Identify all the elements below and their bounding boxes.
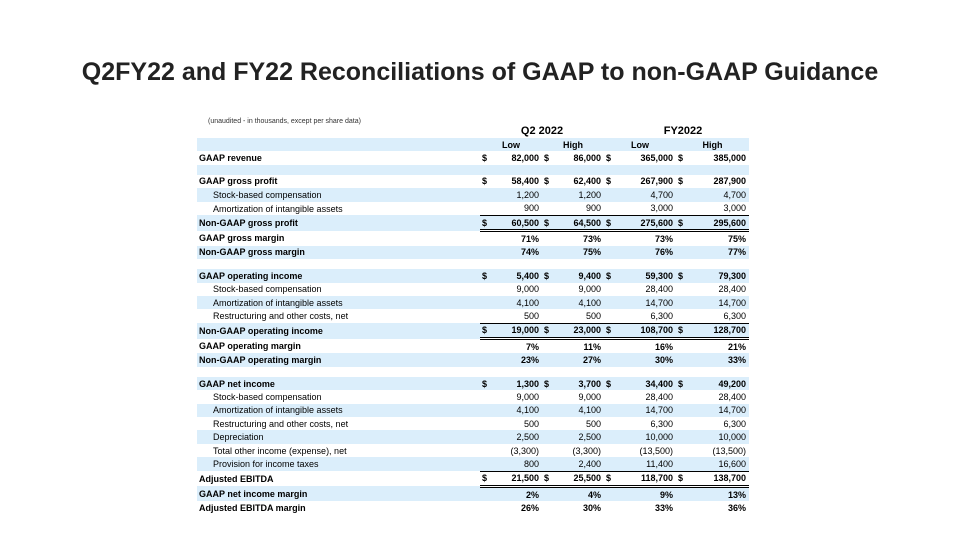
- table-subtitle: (unaudited - in thousands, except per share data): [208, 118, 361, 125]
- row-label: GAAP net income margin: [197, 486, 480, 501]
- value-cell: 138,700: [688, 471, 749, 486]
- currency-symbol: [604, 246, 616, 259]
- row-label: Total other income (expense), net: [213, 445, 347, 456]
- row-label: GAAP operating income: [197, 269, 480, 282]
- currency-symbol: $: [480, 215, 492, 230]
- table-row: [197, 353, 749, 366]
- value-cell: 28,400: [718, 391, 746, 402]
- currency-symbol: [542, 486, 554, 501]
- value-cell: 23%: [492, 353, 542, 366]
- value-cell: 23,000: [554, 323, 604, 338]
- row-label: GAAP net income: [197, 377, 480, 390]
- value-cell: (13,500): [712, 445, 746, 456]
- currency-symbol: $: [542, 215, 554, 230]
- value-cell: 62,400: [573, 176, 601, 187]
- currency-symbol: [604, 339, 616, 354]
- value-cell: 82,000: [511, 153, 539, 164]
- table-row: [197, 246, 749, 259]
- currency-symbol: $: [480, 377, 492, 390]
- value-cell: 128,700: [688, 323, 749, 338]
- value-cell: 33%: [688, 353, 749, 366]
- value-cell: 267,900: [640, 176, 673, 187]
- value-cell: 9,400: [554, 269, 604, 282]
- currency-symbol: $: [676, 471, 688, 486]
- value-cell: 14,700: [616, 404, 676, 417]
- value-cell: [554, 259, 604, 269]
- table-row: [197, 390, 749, 403]
- row-label: Amortization of intangible assets: [197, 296, 480, 309]
- table-row: [197, 471, 749, 486]
- row-label: GAAP revenue: [199, 153, 262, 164]
- value-cell: 21,500: [492, 471, 542, 486]
- currency-symbol: [542, 283, 554, 296]
- currency-symbol: [604, 309, 616, 323]
- currency-symbol: [604, 231, 616, 246]
- table-row: [197, 457, 749, 471]
- currency-symbol: $: [482, 153, 488, 164]
- value-cell: 4,100: [492, 296, 542, 309]
- row-label: Non-GAAP operating margin: [197, 353, 480, 366]
- currency-symbol: [480, 165, 492, 175]
- column-header-q2-low: Low: [480, 138, 542, 151]
- table-row: [197, 444, 749, 457]
- currency-symbol: $: [678, 176, 684, 187]
- currency-symbol: $: [676, 323, 688, 338]
- value-cell: 11,400: [616, 457, 676, 471]
- currency-symbol: [480, 501, 492, 514]
- currency-symbol: [480, 486, 492, 501]
- currency-symbol: $: [604, 471, 616, 486]
- column-header-fy-low: Low: [604, 138, 676, 151]
- row-label: Amortization of intangible assets: [197, 404, 480, 417]
- currency-symbol: $: [604, 377, 616, 390]
- value-cell: 26%: [520, 503, 539, 514]
- currency-symbol: [480, 417, 492, 430]
- value-cell: 28,400: [718, 284, 746, 295]
- spacer-row: [197, 259, 749, 269]
- value-cell: 49,200: [688, 377, 749, 390]
- currency-symbol: [604, 296, 616, 309]
- table-row: [197, 296, 749, 309]
- value-cell: 71%: [520, 234, 539, 245]
- currency-symbol: [480, 367, 492, 377]
- value-cell: 385,000: [713, 153, 746, 164]
- table-row: [197, 339, 749, 354]
- value-cell: 295,600: [688, 215, 749, 230]
- spacer-row: [197, 165, 749, 175]
- value-cell: [688, 259, 749, 269]
- currency-symbol: [676, 165, 688, 175]
- value-cell: 500: [523, 418, 539, 429]
- currency-symbol: [480, 339, 492, 354]
- currency-symbol: [604, 457, 616, 471]
- value-cell: 500: [523, 310, 539, 321]
- value-cell: 9%: [616, 486, 676, 501]
- value-cell: 9,000: [516, 391, 539, 402]
- table-row: [197, 269, 749, 282]
- currency-symbol: [542, 444, 554, 457]
- currency-symbol: [480, 430, 492, 443]
- table-row: [197, 377, 749, 390]
- table-row: [197, 404, 749, 417]
- currency-symbol: $: [606, 176, 612, 187]
- currency-symbol: [480, 246, 492, 259]
- table-row: [197, 501, 749, 514]
- currency-symbol: [676, 309, 688, 323]
- value-cell: 4,700: [616, 188, 676, 201]
- value-cell: 9,000: [578, 284, 601, 295]
- reconciliation-table: [197, 138, 749, 515]
- column-header-q2-high: High: [542, 138, 604, 151]
- currency-symbol: [542, 390, 554, 403]
- value-cell: 2%: [492, 486, 542, 501]
- table-row: [197, 309, 749, 323]
- currency-symbol: [676, 188, 688, 201]
- currency-symbol: $: [544, 176, 550, 187]
- currency-symbol: [542, 246, 554, 259]
- value-cell: 800: [492, 457, 542, 471]
- value-cell: 34,400: [616, 377, 676, 390]
- value-cell: 500: [585, 310, 601, 321]
- value-cell: 3,700: [554, 377, 604, 390]
- column-header-row: [197, 138, 749, 151]
- row-label: Adjusted EBITDA: [199, 473, 274, 484]
- row-label: Restructuring and other costs, net: [213, 418, 349, 429]
- currency-symbol: [676, 457, 688, 471]
- value-cell: 14,700: [688, 404, 749, 417]
- value-cell: 1,200: [554, 188, 604, 201]
- value-cell: [688, 367, 749, 377]
- value-cell: 76%: [616, 246, 676, 259]
- row-label: Adjusted EBITDA margin: [199, 503, 306, 514]
- currency-symbol: $: [542, 377, 554, 390]
- value-cell: 10,000: [688, 430, 749, 443]
- currency-symbol: [542, 309, 554, 323]
- currency-symbol: [542, 339, 554, 354]
- table-row: [197, 215, 749, 230]
- currency-symbol: [480, 296, 492, 309]
- value-cell: 10,000: [616, 430, 676, 443]
- value-cell: 2,400: [554, 457, 604, 471]
- value-cell: 60,500: [492, 215, 542, 230]
- value-cell: 4%: [554, 486, 604, 501]
- value-cell: 14,700: [616, 296, 676, 309]
- value-cell: 86,000: [573, 153, 601, 164]
- currency-symbol: $: [542, 471, 554, 486]
- value-cell: (3,300): [572, 445, 601, 456]
- value-cell: 9,000: [516, 284, 539, 295]
- currency-symbol: [542, 417, 554, 430]
- value-cell: 3,000: [723, 203, 746, 214]
- value-cell: (3,300): [510, 445, 539, 456]
- value-cell: [492, 367, 542, 377]
- value-cell: 275,600: [616, 215, 676, 230]
- row-label: [197, 259, 480, 269]
- currency-symbol: [542, 231, 554, 246]
- value-cell: 6,300: [723, 418, 746, 429]
- row-label: Stock-based compensation: [197, 188, 480, 201]
- row-label: Amortization of intangible assets: [213, 203, 343, 214]
- value-cell: 16%: [654, 341, 673, 352]
- row-label: Stock-based compensation: [213, 391, 322, 402]
- currency-symbol: [676, 339, 688, 354]
- currency-symbol: $: [604, 323, 616, 338]
- value-cell: 1,200: [492, 188, 542, 201]
- value-cell: 36%: [727, 503, 746, 514]
- currency-symbol: [542, 188, 554, 201]
- value-cell: 365,000: [640, 153, 673, 164]
- currency-symbol: [480, 457, 492, 471]
- row-label: Provision for income taxes: [197, 457, 480, 471]
- row-label: GAAP gross margin: [199, 233, 285, 244]
- value-cell: 4,700: [688, 188, 749, 201]
- value-cell: 75%: [554, 246, 604, 259]
- value-cell: 79,300: [688, 269, 749, 282]
- value-cell: 6,300: [650, 310, 673, 321]
- currency-symbol: [480, 188, 492, 201]
- currency-symbol: [604, 417, 616, 430]
- value-cell: 30%: [616, 353, 676, 366]
- currency-symbol: [604, 165, 616, 175]
- currency-symbol: [676, 444, 688, 457]
- currency-symbol: $: [678, 153, 684, 164]
- currency-symbol: [604, 202, 616, 216]
- row-label: GAAP gross profit: [199, 176, 278, 187]
- page-title: Q2FY22 and FY22 Reconciliations of GAAP to non-GAAP Guidance: [81, 58, 879, 86]
- table-row: [197, 323, 749, 338]
- spacer-row: [197, 367, 749, 377]
- currency-symbol: $: [542, 269, 554, 282]
- currency-symbol: [542, 259, 554, 269]
- currency-symbol: [542, 367, 554, 377]
- value-cell: 1,300: [492, 377, 542, 390]
- currency-symbol: [676, 390, 688, 403]
- row-label: Non-GAAP gross profit: [197, 215, 480, 230]
- currency-symbol: [542, 353, 554, 366]
- value-cell: 64,500: [554, 215, 604, 230]
- currency-symbol: [604, 486, 616, 501]
- table-row: [197, 486, 749, 501]
- row-label: Stock-based compensation: [213, 284, 322, 295]
- currency-symbol: [604, 444, 616, 457]
- currency-symbol: [542, 501, 554, 514]
- value-cell: [492, 259, 542, 269]
- currency-symbol: $: [676, 377, 688, 390]
- currency-symbol: [676, 486, 688, 501]
- value-cell: 900: [585, 203, 601, 214]
- currency-symbol: $: [480, 323, 492, 338]
- currency-symbol: [676, 417, 688, 430]
- currency-symbol: [542, 404, 554, 417]
- currency-symbol: [676, 231, 688, 246]
- value-cell: 33%: [654, 503, 673, 514]
- currency-symbol: [480, 283, 492, 296]
- value-cell: [554, 367, 604, 377]
- value-cell: 118,700: [616, 471, 676, 486]
- row-label: Non-GAAP gross margin: [197, 246, 480, 259]
- currency-symbol: [480, 390, 492, 403]
- currency-symbol: [676, 202, 688, 216]
- currency-symbol: $: [544, 153, 550, 164]
- value-cell: 73%: [582, 234, 601, 245]
- value-cell: 9,000: [578, 391, 601, 402]
- table-row: [197, 430, 749, 443]
- value-cell: 4,100: [492, 404, 542, 417]
- table-row: [197, 188, 749, 201]
- value-cell: 2,500: [492, 430, 542, 443]
- currency-symbol: [676, 246, 688, 259]
- currency-symbol: [604, 188, 616, 201]
- period-header-fy: FY2022: [663, 125, 703, 137]
- value-cell: 25,500: [554, 471, 604, 486]
- currency-symbol: [542, 165, 554, 175]
- value-cell: 108,700: [616, 323, 676, 338]
- value-cell: 74%: [492, 246, 542, 259]
- currency-symbol: [676, 367, 688, 377]
- value-cell: 13%: [688, 486, 749, 501]
- row-label: [197, 367, 480, 377]
- table-row: [197, 151, 749, 164]
- currency-symbol: $: [604, 215, 616, 230]
- value-cell: [554, 165, 604, 175]
- value-cell: [616, 367, 676, 377]
- value-cell: 59,300: [616, 269, 676, 282]
- currency-symbol: [604, 430, 616, 443]
- value-cell: [492, 165, 542, 175]
- row-label: [197, 165, 480, 175]
- currency-symbol: [676, 296, 688, 309]
- currency-symbol: [480, 444, 492, 457]
- currency-symbol: [480, 231, 492, 246]
- currency-symbol: [676, 404, 688, 417]
- table-row: [197, 175, 749, 188]
- value-cell: 28,400: [645, 284, 673, 295]
- value-cell: 28,400: [645, 391, 673, 402]
- currency-symbol: [604, 367, 616, 377]
- currency-symbol: [676, 353, 688, 366]
- currency-symbol: $: [676, 215, 688, 230]
- currency-symbol: $: [606, 153, 612, 164]
- currency-symbol: $: [482, 176, 488, 187]
- currency-symbol: [542, 296, 554, 309]
- currency-symbol: [604, 353, 616, 366]
- table-row: [197, 283, 749, 296]
- table-row: [197, 417, 749, 430]
- currency-symbol: [676, 501, 688, 514]
- currency-symbol: [542, 430, 554, 443]
- currency-symbol: [480, 353, 492, 366]
- currency-symbol: $: [604, 269, 616, 282]
- value-cell: 900: [523, 203, 539, 214]
- currency-symbol: [480, 309, 492, 323]
- value-cell: 30%: [582, 503, 601, 514]
- row-label: Restructuring and other costs, net: [213, 311, 349, 322]
- currency-symbol: $: [676, 269, 688, 282]
- currency-symbol: $: [542, 323, 554, 338]
- currency-symbol: $: [480, 269, 492, 282]
- value-cell: 27%: [554, 353, 604, 366]
- currency-symbol: [480, 259, 492, 269]
- value-cell: 11%: [583, 341, 601, 352]
- currency-symbol: $: [480, 471, 492, 486]
- value-cell: 500: [585, 418, 601, 429]
- currency-symbol: [604, 404, 616, 417]
- value-cell: 73%: [654, 234, 673, 245]
- row-label: Depreciation: [197, 430, 480, 443]
- currency-symbol: [542, 457, 554, 471]
- value-cell: 19,000: [492, 323, 542, 338]
- value-cell: [688, 165, 749, 175]
- value-cell: 2,500: [554, 430, 604, 443]
- value-cell: 4,100: [554, 404, 604, 417]
- value-cell: 287,900: [713, 176, 746, 187]
- period-header-q2: Q2 2022: [520, 125, 564, 137]
- value-cell: 16,600: [688, 457, 749, 471]
- value-cell: 21%: [727, 341, 746, 352]
- value-cell: [616, 259, 676, 269]
- currency-symbol: [480, 404, 492, 417]
- value-cell: 14,700: [688, 296, 749, 309]
- value-cell: 7%: [525, 341, 539, 352]
- currency-symbol: [676, 259, 688, 269]
- value-cell: 77%: [688, 246, 749, 259]
- value-cell: [616, 165, 676, 175]
- currency-symbol: [604, 283, 616, 296]
- currency-symbol: [676, 283, 688, 296]
- currency-symbol: [604, 259, 616, 269]
- value-cell: 6,300: [723, 310, 746, 321]
- value-cell: (13,500): [639, 445, 673, 456]
- row-label: GAAP operating margin: [199, 341, 301, 352]
- value-cell: 58,400: [511, 176, 539, 187]
- value-cell: 4,100: [554, 296, 604, 309]
- currency-symbol: [604, 501, 616, 514]
- currency-symbol: [604, 390, 616, 403]
- value-cell: 6,300: [650, 418, 673, 429]
- value-cell: 75%: [727, 234, 746, 245]
- currency-symbol: [542, 202, 554, 216]
- currency-symbol: [676, 430, 688, 443]
- value-cell: 5,400: [492, 269, 542, 282]
- table-row: [197, 231, 749, 246]
- table-row: [197, 202, 749, 216]
- value-cell: 3,000: [650, 203, 673, 214]
- column-header-fy-high: High: [676, 138, 749, 151]
- row-label: Non-GAAP operating income: [197, 323, 480, 338]
- currency-symbol: [480, 202, 492, 216]
